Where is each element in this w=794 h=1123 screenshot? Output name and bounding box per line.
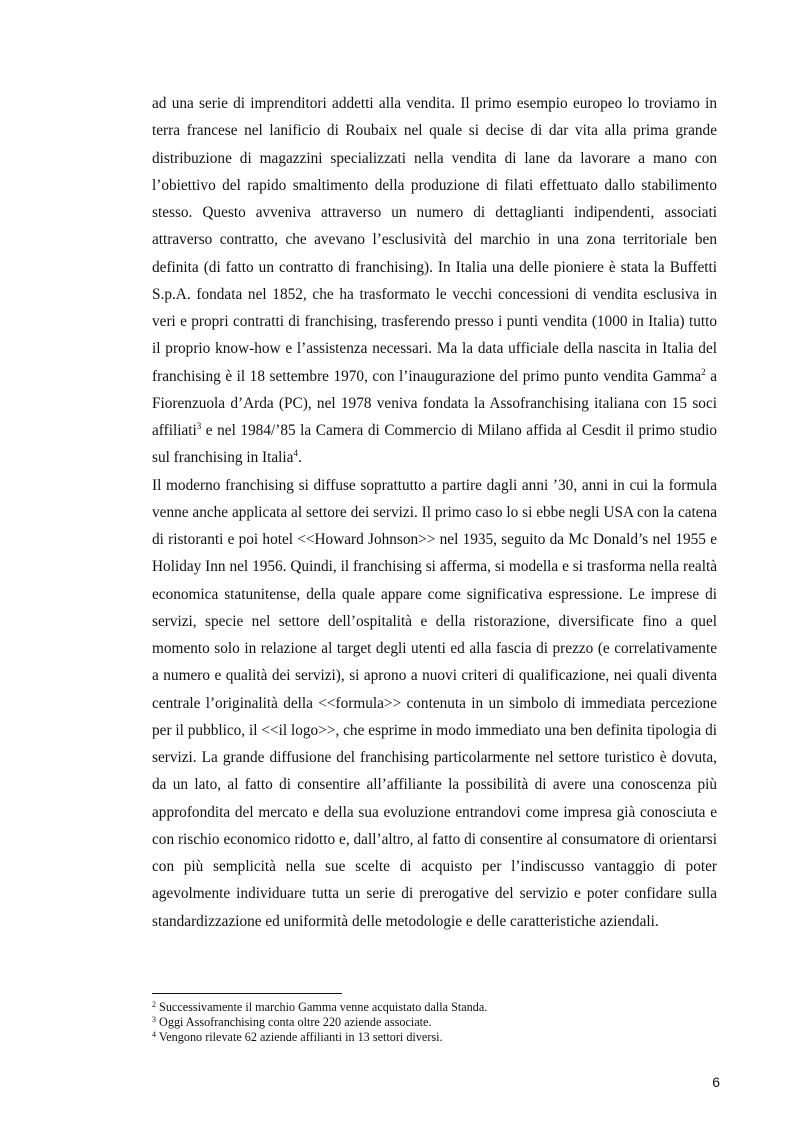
footnotes — [152, 1000, 717, 1045]
paragraph-text: e nel 1984/’85 la Camera di Commercio di Milano affida al Cesdit il primo studio sul franchising in Italia — [152, 422, 717, 467]
body-text — [152, 90, 717, 935]
footnote — [152, 1015, 717, 1030]
paragraph-text: . — [297, 449, 302, 467]
footnote-reference[interactable]: 2 — [701, 366, 706, 377]
footnote-reference[interactable]: 4 — [293, 448, 298, 459]
footnote-reference[interactable]: 3 — [196, 421, 202, 431]
footnote-text: Vengono rilevate 62 aziende affilianti in 13 settori diversi. — [156, 1030, 443, 1044]
footnote-separator — [152, 993, 342, 994]
footnote — [152, 1000, 717, 1015]
footnote-mark: 3 — [152, 1015, 156, 1024]
footnote-text: Oggi Assofranchising conta oltre 220 aziende associate. — [156, 1015, 432, 1029]
paragraph-text: ad una serie di imprenditori addetti alla vendita. Il primo esempio europeo lo troviamo in terra francese nel lanificio di Roubaix nel quale si decise di dar vita alla prima grande distribuzione di magazzini specializzati nella vendita di lane da lavorare a mano con l’obiettivo del rapido smaltimento della produzione di filati effettuato dallo stabilimento stesso. Questo avveniva attraverso un numero di dettaglianti indipendenti, associati attraverso contratto, che avevano l’esclusività del marchio in una zona territoriale ben definita (di fatto un contratto di franchising). In Italia una delle pioniere è stata la Buffetti S.p.A. fondata nel 1852, che ha trasformato le vecchi concessioni di vendita esclusiva in veri e propri contratti di franchising, trasferendo presso i punti vendita (1000 in Italia) tutto il proprio know-how e l’assistenza necessari. Ma la data ufficiale della nascita in Italia del franchising è il 18 settembre 1970, con l’inaugurazione del primo punto vendita Gamma — [152, 95, 717, 385]
paragraph — [152, 90, 717, 472]
paragraph — [152, 472, 717, 935]
footnote — [152, 1030, 717, 1045]
footnote-mark: 4 — [152, 1030, 156, 1039]
page-number: 6 — [712, 1074, 720, 1090]
footnote-mark: 2 — [152, 1000, 156, 1009]
footnote-text: Successivamente il marchio Gamma venne acquistato dalla Standa. — [156, 1000, 488, 1014]
paragraph-text: a Fiorenzuola d’Arda (PC), nel 1978 veniva fondata la Assofranchising italiana con 15 soci affiliati — [152, 367, 717, 439]
paragraph-text: Il moderno franchising si diffuse soprattutto a partire dagli anni ’30, anni in cui la formula venne anche applicata al settore dei servizi. Il primo caso lo si ebbe negli USA con la catena di ristoranti e poi hotel <<Howard Johnson>> nel 1935, seguito da Mc Donald’s nel 1955 e Holiday Inn nel 1956. Quindi, il franchising si afferma, si modella e si trasforma nella realtà economica statunitense, della quale appare come significativa espressione. Le imprese di servizi, specie nel settore dell’ospitalità e della ristorazione, diversificate fino a quel momento solo in relazione al target degli utenti ed alla fascia di prezzo (e correlativamente a numero e qualità dei servizi), si aprono a nuovi criteri di qualificazione, nei quali diventa centrale l’originalità della <<formula>> contenuta in un simbolo di immediata percezione per il pubblico, il <<il logo>>, che esprime in modo immediato una ben definita tipologia di servizi. La grande diffusione del franchising particolarmente nel settore turistico è dovuta, da un lato, al fatto di consentire all’affiliante la possibilità di avere una conoscenza più approfondita del mercato e della sua evoluzione entrandovi come impresa già conosciuta e con rischio economico ridotto e, dall’altro, al fatto di consentire al consumatore di orientarsi con più semplicità nella sue scelte di acquisto per l’indiscusso vantaggio di poter agevolmente individuare tutta un serie di prerogative del servizio e poter confidare sulla standardizzazione ed uniformità delle metodologie e delle caratteristiche aziendali. — [152, 476, 717, 930]
